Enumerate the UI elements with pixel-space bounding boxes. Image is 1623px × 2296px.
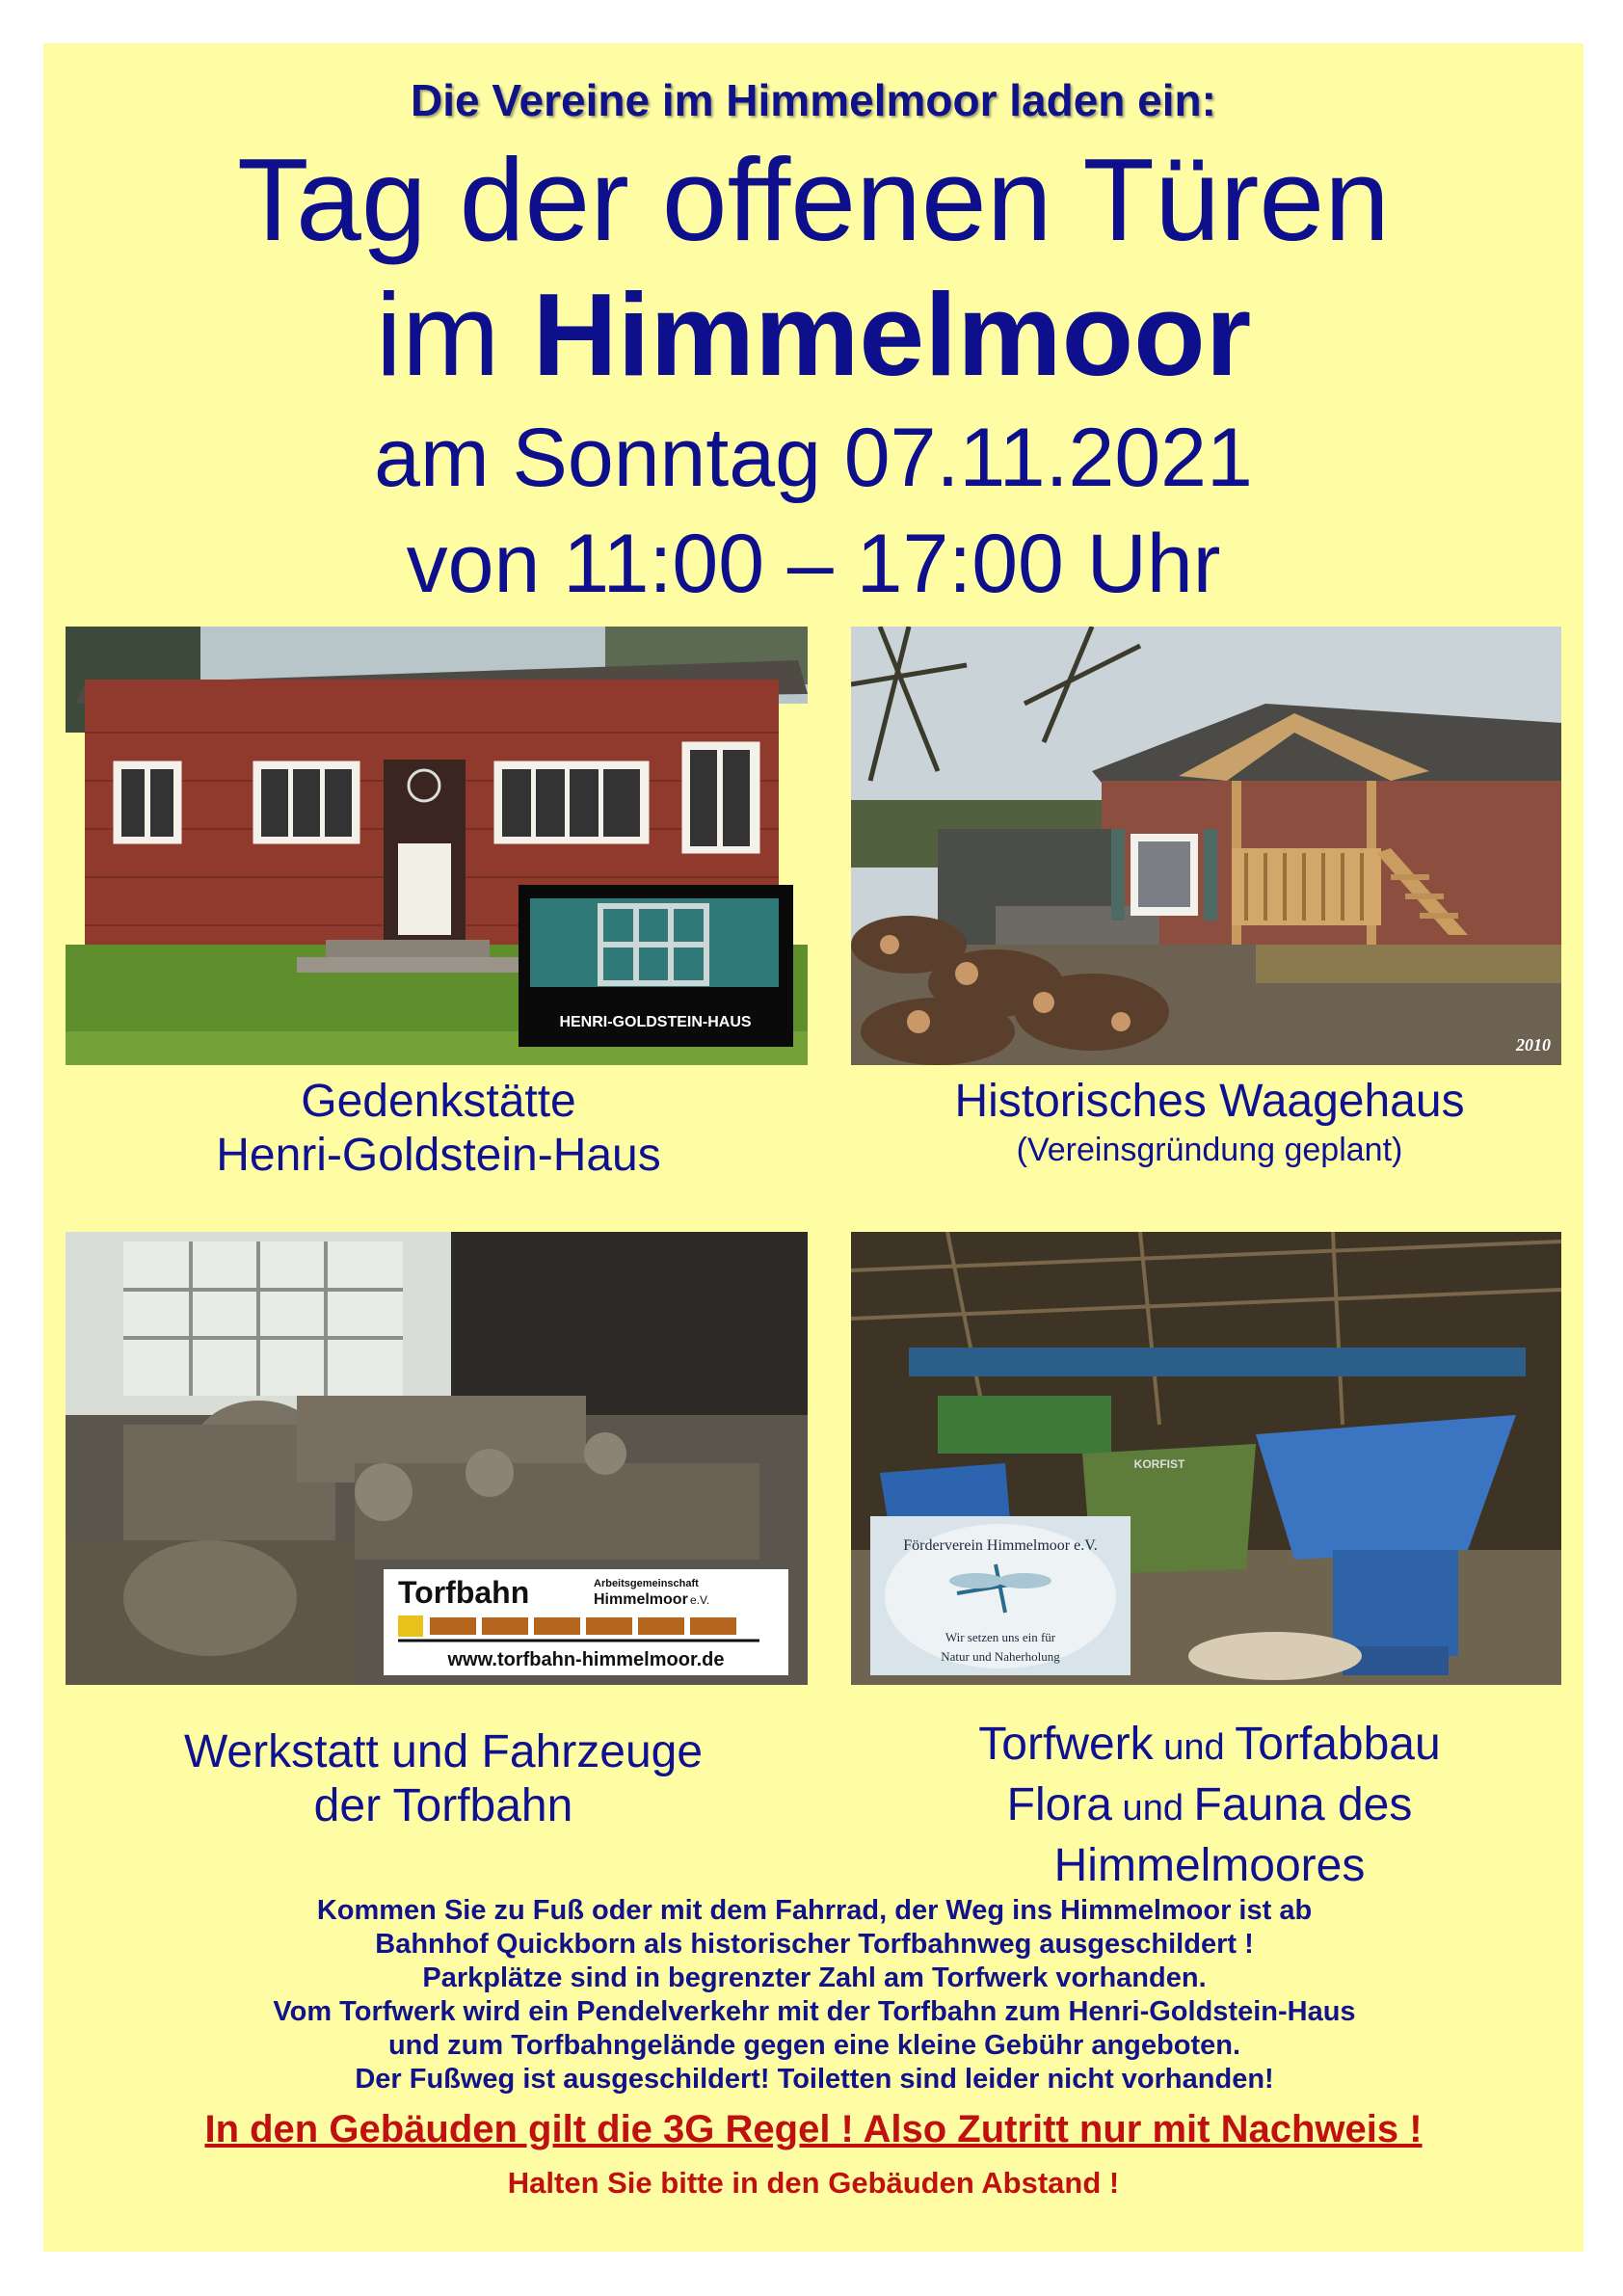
caption-torfwerk-line3: Himmelmoores: [1053, 1840, 1366, 1891]
info-line: Vom Torfwerk wird ein Pendelverkehr mit der Torfbahn zum Henri-Goldstein-Haus: [273, 1996, 1356, 2027]
goldstein-photo: [66, 627, 808, 1065]
caption-torfwerk-b: und: [1153, 1727, 1236, 1768]
torfwerk-photo: [851, 1232, 1561, 1685]
waagehaus-photo: [851, 627, 1561, 1065]
caption-werkstatt: [63, 1725, 824, 1833]
invite-line: Die Vereine im Himmelmoor laden ein:: [411, 75, 1216, 125]
caption-flora-a: Flora: [1006, 1779, 1112, 1830]
location-name: Himmelmoor: [532, 269, 1252, 400]
info-line: und zum Torfbahngelände gegen eine kleine Gebühr angeboten.: [387, 2030, 1241, 2061]
caption-torfwerk-a: Torfwerk: [978, 1719, 1154, 1770]
caption-waagehaus: [853, 1075, 1566, 1171]
event-title: Tag der offenen Türen: [236, 134, 1391, 265]
event-location: [43, 267, 1583, 402]
caption-goldstein-line2: Henri-Goldstein-Haus: [216, 1130, 661, 1181]
foerderverein-logo-slogan2: Natur und Naherholung: [941, 1649, 1060, 1664]
caption-waagehaus-line2: (Vereinsgründung geplant): [1016, 1132, 1403, 1168]
werkstatt-photo: [66, 1232, 808, 1685]
caption-torfwerk-line1: [853, 1716, 1566, 1776]
distance-notice: Halten Sie bitte in den Gebäuden Abstand !: [507, 2166, 1120, 2200]
torfbahn-logo-ag: Arbeitsgemeinschaft: [594, 1578, 699, 1589]
caption-torfwerk-line2: [853, 1776, 1566, 1837]
foerderverein-logo-title: Förderverein Himmelmoor e.V.: [903, 1537, 1098, 1554]
3g-rule-notice: In den Gebäuden gilt die 3G Regel ! Also Zutritt nur mit Nachweis !: [204, 2108, 1423, 2150]
caption-flora-b: und: [1112, 1788, 1194, 1829]
caption-waagehaus-line1: Historisches Waagehaus: [954, 1076, 1465, 1127]
goldstein-logo-text: HENRI-GOLDSTEIN-HAUS: [559, 1014, 752, 1030]
torfbahn-logo-name: Himmelmoor: [594, 1591, 688, 1608]
caption-torfwerk-c: Torfabbau: [1235, 1719, 1441, 1770]
poster: [43, 43, 1583, 2252]
caption-werkstatt-line2: der Torfbahn: [313, 1780, 573, 1831]
caption-flora-c: Fauna des: [1193, 1779, 1413, 1830]
info-line: Parkplätze sind in begrenzter Zahl am Torfwerk vorhanden.: [422, 1962, 1207, 1993]
caption-werkstatt-line1: Werkstatt und Fahrzeuge: [183, 1726, 704, 1777]
waagehaus-year: 2010: [1516, 1035, 1551, 1055]
info-line: Bahnhof Quickborn als historischer Torfbahnweg ausgeschildert !: [375, 1929, 1254, 1960]
torfbahn-logo-title: Torfbahn: [398, 1575, 530, 1610]
foerderverein-logo-slogan1: Wir setzen uns ein für: [945, 1630, 1056, 1644]
event-time: von 11:00 – 17:00 Uhr: [406, 518, 1221, 610]
caption-goldstein-line1: Gedenkstätte: [301, 1076, 576, 1127]
event-date: am Sonntag 07.11.2021: [374, 412, 1253, 504]
torfbahn-logo-url: www.torfbahn-himmelmoor.de: [447, 1649, 725, 1670]
location-prefix: im: [375, 269, 533, 400]
caption-goldstein: [149, 1075, 728, 1183]
torfbahn-logo-ev: e.V.: [690, 1593, 710, 1607]
info-line: Der Fußweg ist ausgeschildert! Toiletten sind leider nicht vorhanden!: [355, 2064, 1274, 2095]
machine-label: KORFIST: [1133, 1457, 1185, 1471]
info-line: Kommen Sie zu Fuß oder mit dem Fahrrad, der Weg ins Himmelmoor ist ab: [316, 1895, 1313, 1926]
info-block: [140, 1894, 1489, 2096]
caption-torfwerk: [853, 1716, 1566, 1895]
